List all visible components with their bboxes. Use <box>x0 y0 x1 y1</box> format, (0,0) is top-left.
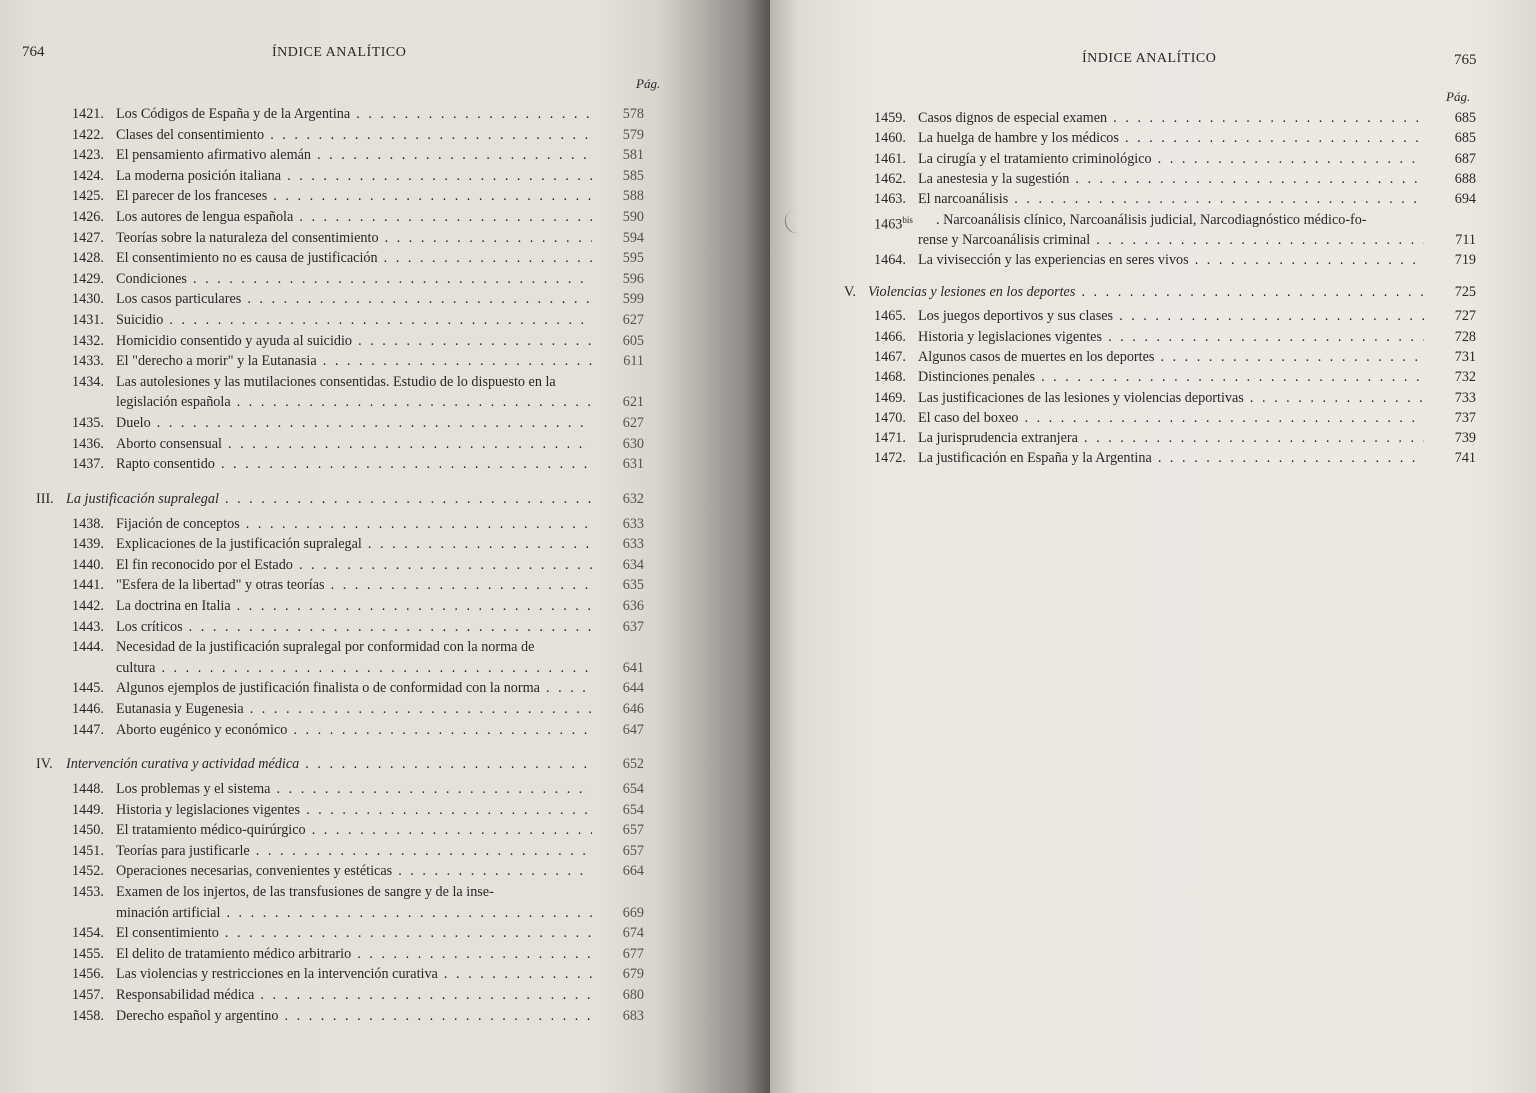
entry-title: La justificación en España y la Argentina . . . <box>918 448 1424 469</box>
entry-number-suffix: bis <box>902 214 913 225</box>
entry-number: 1463 <box>874 216 903 233</box>
page-ref: 634 <box>622 556 644 573</box>
page-ref: 621 <box>622 394 644 411</box>
entry-title: Los casos particulares . . . <box>116 289 592 310</box>
page-ref: 630 <box>622 435 644 452</box>
section-number: III. <box>36 490 54 507</box>
entry-number: 1470. <box>874 409 906 426</box>
page-ref: 633 <box>622 536 644 553</box>
entry-number: 1469. <box>874 389 906 406</box>
page-ref: 646 <box>622 701 644 717</box>
entry-title: Condiciones . . . <box>116 269 592 290</box>
entry-number: 1466. <box>874 328 906 345</box>
page-ref: 644 <box>622 680 644 697</box>
entry-number: 1464. <box>874 252 906 269</box>
page-ref: 654 <box>622 801 644 818</box>
section-number: IV. <box>36 756 53 773</box>
entry-number: 1462. <box>874 170 906 187</box>
entry-number: 1445. <box>72 680 104 697</box>
entry-number: 1463. <box>874 191 906 208</box>
entry-title: Los críticos . . . <box>116 617 592 638</box>
entry-number: 1447. <box>72 721 104 738</box>
entry-title: La jurisprudencia extranjera . . . <box>918 428 1424 449</box>
page-ref: 627 <box>622 415 644 431</box>
section-number: V. <box>844 284 856 301</box>
entry-number: 1471. <box>874 430 906 447</box>
entry-title-continued: legislación española . . . <box>116 392 592 413</box>
entry-number: 1427. <box>72 229 104 246</box>
page-ref: 579 <box>622 126 644 143</box>
entry-number: 1454. <box>72 925 104 942</box>
entry-title: Eutanasia y Eugenesia . . . <box>116 699 592 720</box>
entry-number: 1441. <box>72 577 104 594</box>
entry-number: 1443. <box>72 618 104 635</box>
entry-number: 1421. <box>72 106 104 122</box>
page-ref: 728 <box>1454 328 1476 345</box>
page-ref: 611 <box>623 353 644 370</box>
page-ref: 637 <box>622 618 644 635</box>
page-ref: 739 <box>1454 430 1476 447</box>
page-ref: 578 <box>622 106 644 122</box>
page-ref: 633 <box>622 515 644 532</box>
page-ref: 657 <box>622 842 644 859</box>
page-ref: 599 <box>622 291 644 308</box>
running-head: ÍNDICE ANALÍTICO <box>272 45 407 60</box>
entry-title: La huelga de hambre y los médicos . . . <box>918 128 1424 149</box>
page-ref: 677 <box>622 945 644 962</box>
entry-title: Historia y legislaciones vigentes . . . <box>116 800 592 821</box>
entry-number: 1432. <box>72 332 104 349</box>
entry-number: 1452. <box>72 863 104 880</box>
entry-title: El delito de tratamiento médico arbitrario . . . <box>116 944 592 965</box>
entry-title: Las autolesiones y las mutilaciones consentidas. Estudio de lo dispuesto en la <box>116 373 556 390</box>
page-ref: 641 <box>622 659 644 676</box>
page-ref: 652 <box>622 756 644 773</box>
entry-number: 1448. <box>72 781 104 797</box>
entry-title: Teorías sobre la naturaleza del consentimiento . . . <box>116 228 592 249</box>
entry-number: 1472. <box>874 450 906 467</box>
entry-title: Los autores de lengua española . . . <box>116 207 592 228</box>
entry-number: 1434. <box>72 373 104 390</box>
page-ref: 585 <box>622 167 644 184</box>
entry-title: Algunos casos de muertes en los deportes . . . <box>918 347 1424 368</box>
page-ref: 727 <box>1454 308 1476 325</box>
entry-title: Suicidio . . . <box>116 310 592 331</box>
entry-title: Las justificaciones de las lesiones y violencias deportivas . . . <box>918 388 1424 409</box>
page-ref: 657 <box>622 822 644 839</box>
page-ref: 725 <box>1454 284 1476 301</box>
page-ref: 647 <box>622 721 644 738</box>
section-title: Violencias y lesiones en los deportes . . . <box>868 282 1424 303</box>
entry-number: 1439. <box>72 536 104 553</box>
entry-number: 1425. <box>72 188 104 205</box>
pag-column-label: Pág. <box>1446 89 1471 104</box>
entry-title: Distinciones penales . . . <box>918 367 1424 388</box>
entry-number: 1461. <box>874 150 906 167</box>
entry-number: 1446. <box>72 701 104 717</box>
entry-title: El parecer de los franceses . . . <box>116 186 592 207</box>
page-ref: 741 <box>1454 450 1476 467</box>
section-title: La justificación supralegal . . . <box>66 489 592 510</box>
entry-title: Las violencias y restricciones en la intervención curativa . . . <box>116 964 592 985</box>
entry-title: Aborto consensual . . . <box>116 434 592 455</box>
page-ref: 588 <box>622 188 644 205</box>
entry-title: Fijación de conceptos . . . <box>116 514 592 535</box>
entry-number: 1429. <box>72 270 104 287</box>
page-ref: 595 <box>622 250 644 267</box>
entry-title: Derecho español y argentino . . . <box>116 1006 592 1027</box>
page-ref: 732 <box>1454 369 1476 386</box>
entry-title: Clases del consentimiento . . . <box>116 125 592 146</box>
entry-title: Historia y legislaciones vigentes . . . <box>918 327 1424 348</box>
entry-number: 1451. <box>72 842 104 859</box>
page-ref: 631 <box>622 456 644 473</box>
entry-number: 1449. <box>72 801 104 818</box>
page-ref: 737 <box>1454 409 1476 426</box>
page-ref: 669 <box>622 904 644 921</box>
entry-title: Examen de los injertos, de las transfusiones de sangre y de la inse- <box>116 884 494 900</box>
page-ref: 664 <box>622 863 644 880</box>
page-number: 765 <box>1454 52 1477 68</box>
entry-number: 1426. <box>72 209 104 225</box>
entry-title: Homicidio consentido y ayuda al suicidio . . . <box>116 331 592 352</box>
entry-number: 1455. <box>72 945 104 962</box>
entry-title: Los juegos deportivos y sus clases . . . <box>918 306 1424 327</box>
entry-number: 1422. <box>72 126 104 143</box>
entry-number: 1450. <box>72 822 104 839</box>
entry-number: 1453. <box>72 884 104 900</box>
entry-number: 1437. <box>72 456 104 473</box>
entry-number: 1435. <box>72 415 104 431</box>
entry-title-continued: minación artificial . . . <box>116 903 592 924</box>
page-ref: 694 <box>1454 191 1476 208</box>
entry-number: 1423. <box>72 147 104 164</box>
entry-title: Operaciones necesarias, convenientes y estéticas . . . <box>116 861 592 882</box>
entry-title: Duelo . . . <box>116 413 592 434</box>
entry-title: . Narcoanálisis clínico, Narcoanálisis judicial, Narcodiagnóstico médico-fo- <box>936 211 1367 228</box>
page-ref: 683 <box>622 1007 644 1024</box>
entry-number: 1438. <box>72 515 104 532</box>
entry-title: La doctrina en Italia . . . <box>116 596 592 617</box>
entry-title: El "derecho a morir" y la Eutanasia . . . <box>116 351 592 372</box>
entry-title-continued: cultura . . . <box>116 658 592 679</box>
entry-number: 1442. <box>72 598 104 614</box>
entry-title: Responsabilidad médica . . . <box>116 985 592 1006</box>
page-ref: 605 <box>622 332 644 349</box>
entry-number: 1444. <box>72 639 104 656</box>
entry-number: 1431. <box>72 312 104 328</box>
page-ref: 685 <box>1454 110 1476 126</box>
entry-number: 1459. <box>874 110 906 126</box>
entry-number: 1467. <box>874 348 906 365</box>
entry-number: 1430. <box>72 291 104 308</box>
page-number: 764 <box>22 44 45 60</box>
entry-number: 1456. <box>72 966 104 983</box>
page-ref: 731 <box>1454 348 1476 365</box>
page-ref: 733 <box>1454 389 1476 406</box>
entry-title: El tratamiento médico-quirúrgico . . . <box>116 820 592 841</box>
entry-title: Los Códigos de España y de la Argentina . . . <box>116 104 592 125</box>
entry-title: Explicaciones de la justificación supralegal . . . <box>116 534 592 555</box>
page-ref: 590 <box>622 209 644 225</box>
entry-number: 1436. <box>72 435 104 452</box>
page-ref: 632 <box>622 490 644 507</box>
entry-number: 1465. <box>874 308 906 325</box>
entry-title: Los problemas y el sistema . . . <box>116 779 592 800</box>
page-ref: 685 <box>1454 130 1476 147</box>
page-ref: 594 <box>622 229 644 246</box>
entry-number: 1428. <box>72 250 104 267</box>
page-ref: 679 <box>622 966 644 983</box>
page-ref: 581 <box>622 147 644 164</box>
entry-title-continued: rense y Narcoanálisis criminal . . . <box>918 230 1424 251</box>
entry-title: El narcoanálisis . . . <box>918 189 1424 210</box>
entry-title: Necesidad de la justificación supralegal por conformidad con la norma de <box>116 639 535 656</box>
entry-number: 1458. <box>72 1007 104 1024</box>
running-head: ÍNDICE ANALÍTICO <box>1082 51 1217 66</box>
page-ref: 627 <box>622 312 644 328</box>
entry-number: 1433. <box>72 353 104 370</box>
entry-number: 1440. <box>72 556 104 573</box>
entry-title: El consentimiento no es causa de justificación . . . <box>116 248 592 269</box>
entry-title: La cirugía y el tratamiento criminológico . . . <box>918 149 1424 170</box>
entry-title: El fin reconocido por el Estado . . . <box>116 555 592 576</box>
page-ref: 680 <box>622 987 644 1003</box>
page-ref: 635 <box>622 577 644 594</box>
page-ref: 654 <box>622 781 644 797</box>
page-ref: 636 <box>622 598 644 614</box>
entry-title: Algunos ejemplos de justificación finalista o de conformidad con la norma . . . <box>116 678 592 699</box>
page-ref: 688 <box>1454 170 1476 187</box>
entry-title: La moderna posición italiana . . . <box>116 166 592 187</box>
pag-column-label: Pág. <box>636 76 661 91</box>
section-title: Intervención curativa y actividad médica . . . <box>66 754 592 775</box>
entry-title: Casos dignos de especial examen . . . <box>918 108 1424 129</box>
page-ref: 687 <box>1454 150 1476 167</box>
entry-number: 1424. <box>72 167 104 184</box>
entry-title: El pensamiento afirmativo alemán . . . <box>116 145 592 166</box>
page-ref: 596 <box>622 270 644 287</box>
entry-title: El caso del boxeo . . . <box>918 408 1424 429</box>
entry-number: 1457. <box>72 987 104 1003</box>
entry-title: La vivisección y las experiencias en seres vivos . . . <box>918 250 1424 271</box>
entry-number: 1460. <box>874 130 906 147</box>
page-ref: 711 <box>1455 231 1476 248</box>
right-page <box>770 0 1536 1093</box>
entry-title: Rapto consentido . . . <box>116 454 592 475</box>
entry-title: Aborto eugénico y económico . . . <box>116 720 592 741</box>
page-ref: 674 <box>622 925 644 942</box>
entry-title: "Esfera de la libertad" y otras teorías . . . <box>116 575 592 596</box>
entry-title: El consentimiento . . . <box>116 923 592 944</box>
page-ref: 719 <box>1454 252 1476 269</box>
entry-number: 1468. <box>874 369 906 386</box>
entry-title: Teorías para justificarle . . . <box>116 841 592 862</box>
entry-title: La anestesia y la sugestión . . . <box>918 169 1424 190</box>
entry-number-group <box>874 210 913 235</box>
